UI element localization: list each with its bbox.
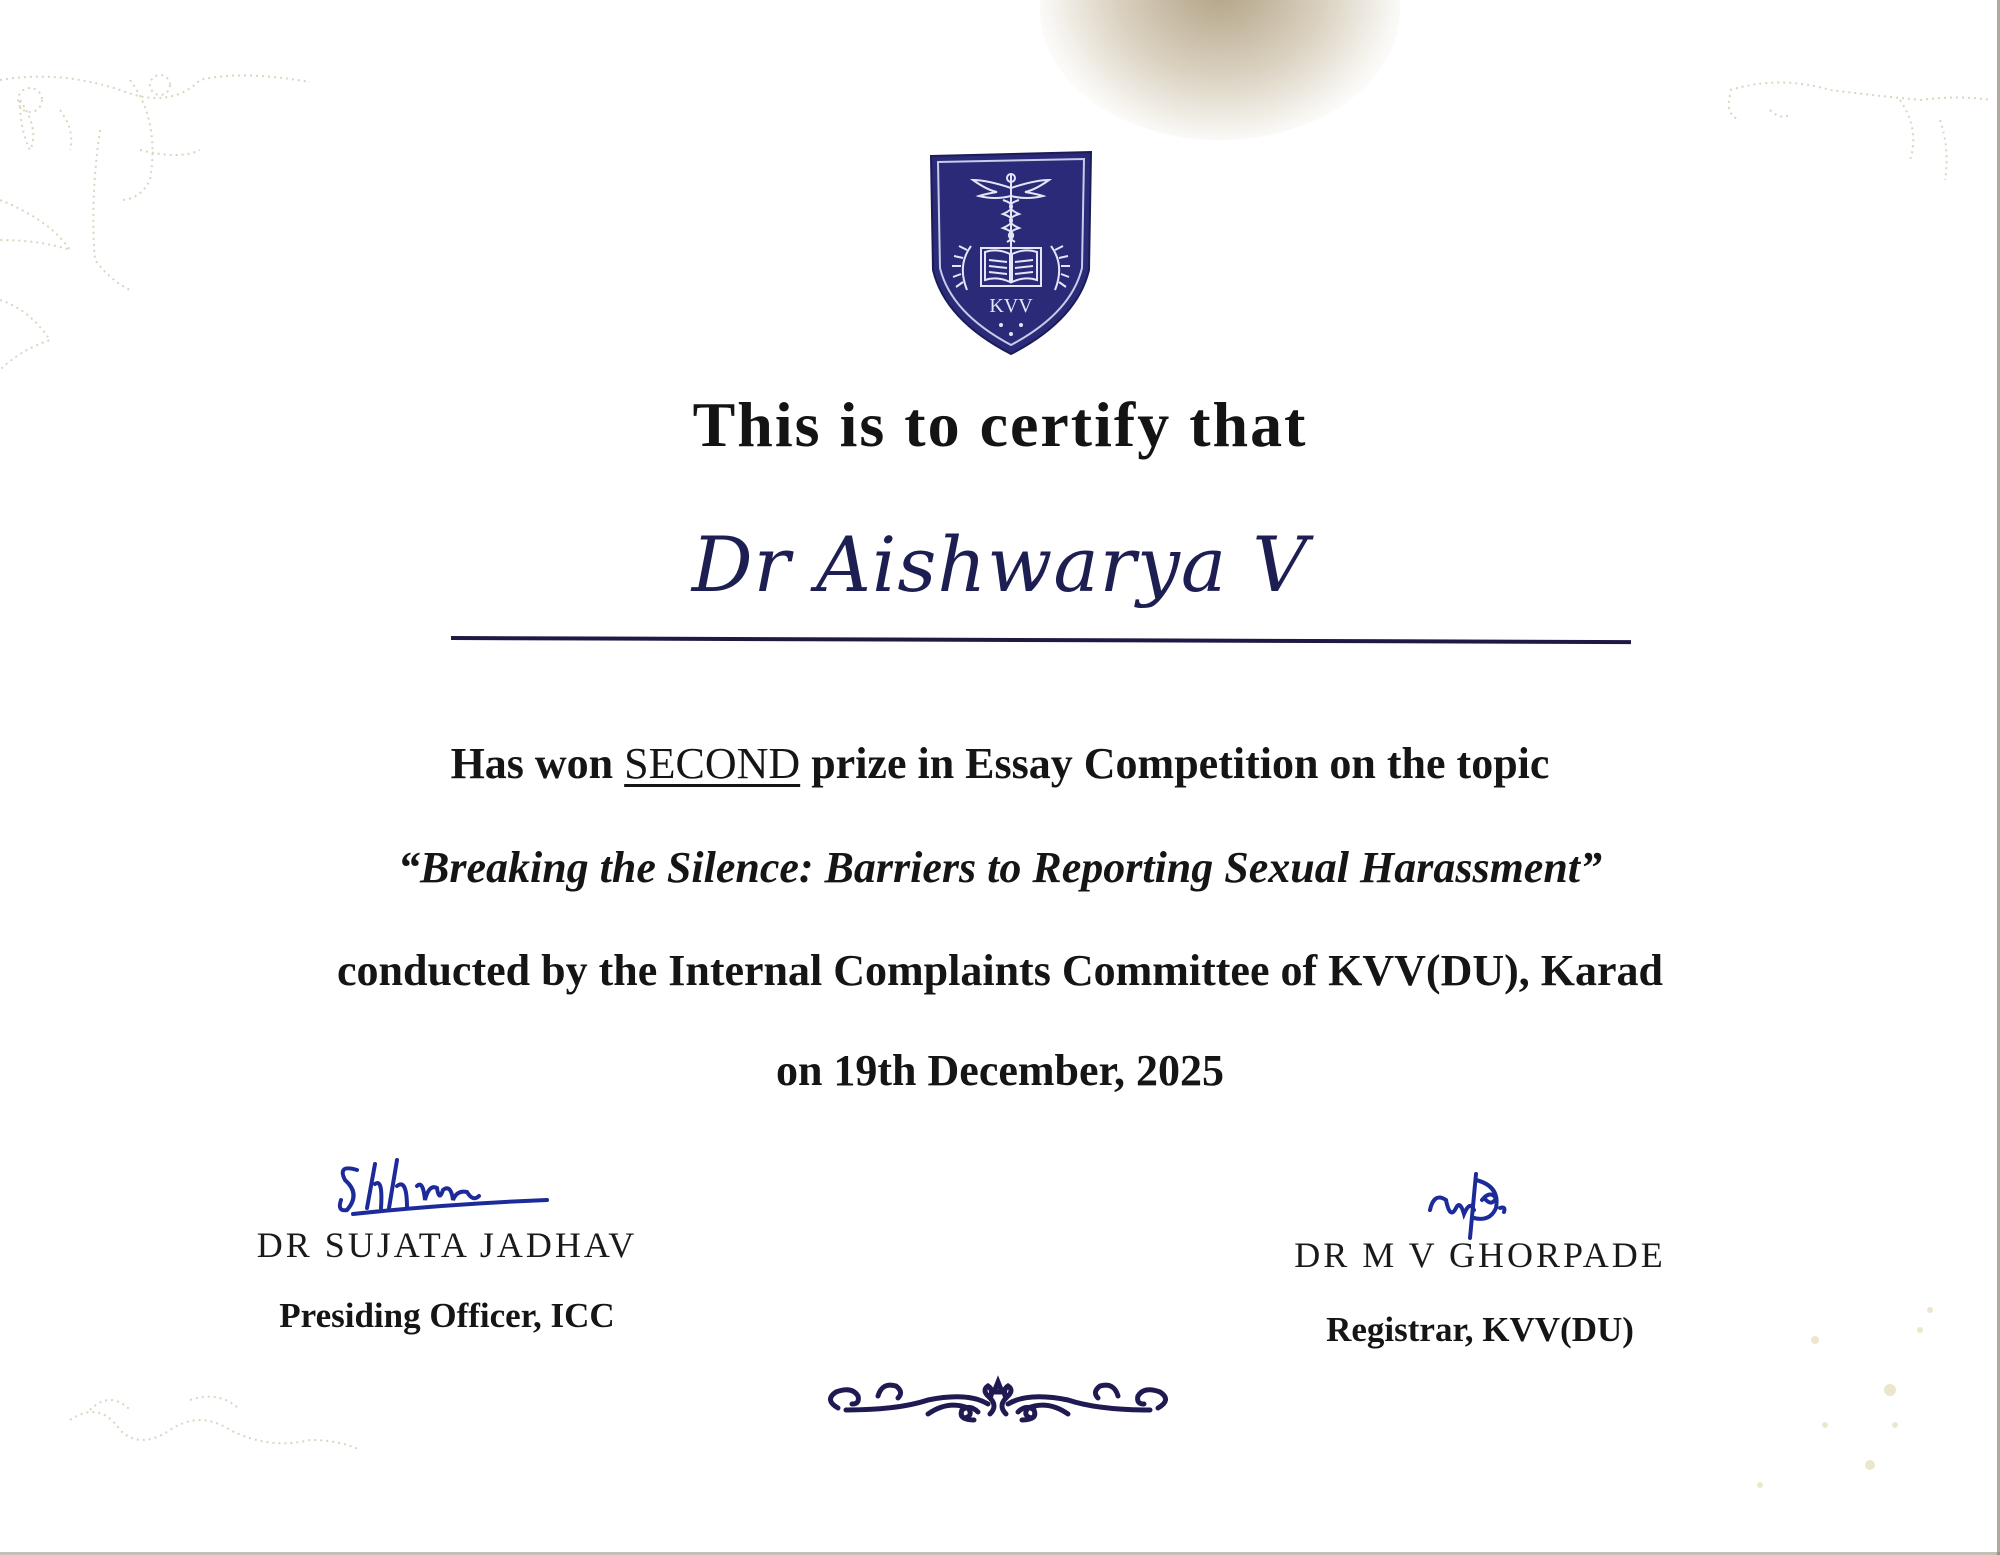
paper-stain <box>1040 0 1400 140</box>
award-statement <box>0 738 2000 789</box>
signatory-presiding-officer <box>222 1150 672 1336</box>
organizer-statement: conducted by the Internal Complaints Committee of KVV(DU), Karad <box>336 946 1663 995</box>
corner-ornament-bottom-left-icon <box>60 1370 360 1480</box>
signatory-name: DR M V GHORPADE <box>1294 1235 1666 1275</box>
corner-ornament-top-right-icon <box>1720 60 2000 220</box>
signature-sujata-jadhav-icon <box>327 1150 567 1220</box>
recipient-name: Dr Aishwarya V <box>691 520 1309 609</box>
essay-topic: “Breaking the Silence: Barriers to Reporting Sexual Harassment” <box>397 843 1603 892</box>
certificate-title: This is to certify that <box>692 389 1308 460</box>
prize-rank: SECOND <box>624 739 801 788</box>
emblem-label: KVV <box>989 295 1033 317</box>
corner-ornament-top-left-icon <box>0 0 340 380</box>
award-prefix: Has won <box>450 739 614 788</box>
kvv-crest-icon <box>927 150 1095 356</box>
signatory-title: Registrar, KVV(DU) <box>1326 1310 1634 1349</box>
award-suffix: prize in Essay Competition on the topic <box>811 739 1550 788</box>
flourish-divider-icon <box>818 1370 1178 1426</box>
event-date: on 19th December, 2025 <box>775 1046 1225 1095</box>
recipient-name-underline <box>451 636 1631 644</box>
corner-ornament-bottom-right-icon <box>1700 1260 1980 1500</box>
signature-mv-ghorpade-icon <box>1420 1170 1540 1240</box>
signatory-title: Presiding Officer, ICC <box>279 1296 615 1335</box>
signatory-registrar <box>1255 1170 1705 1350</box>
signatory-name: DR SUJATA JADHAV <box>256 1225 638 1265</box>
